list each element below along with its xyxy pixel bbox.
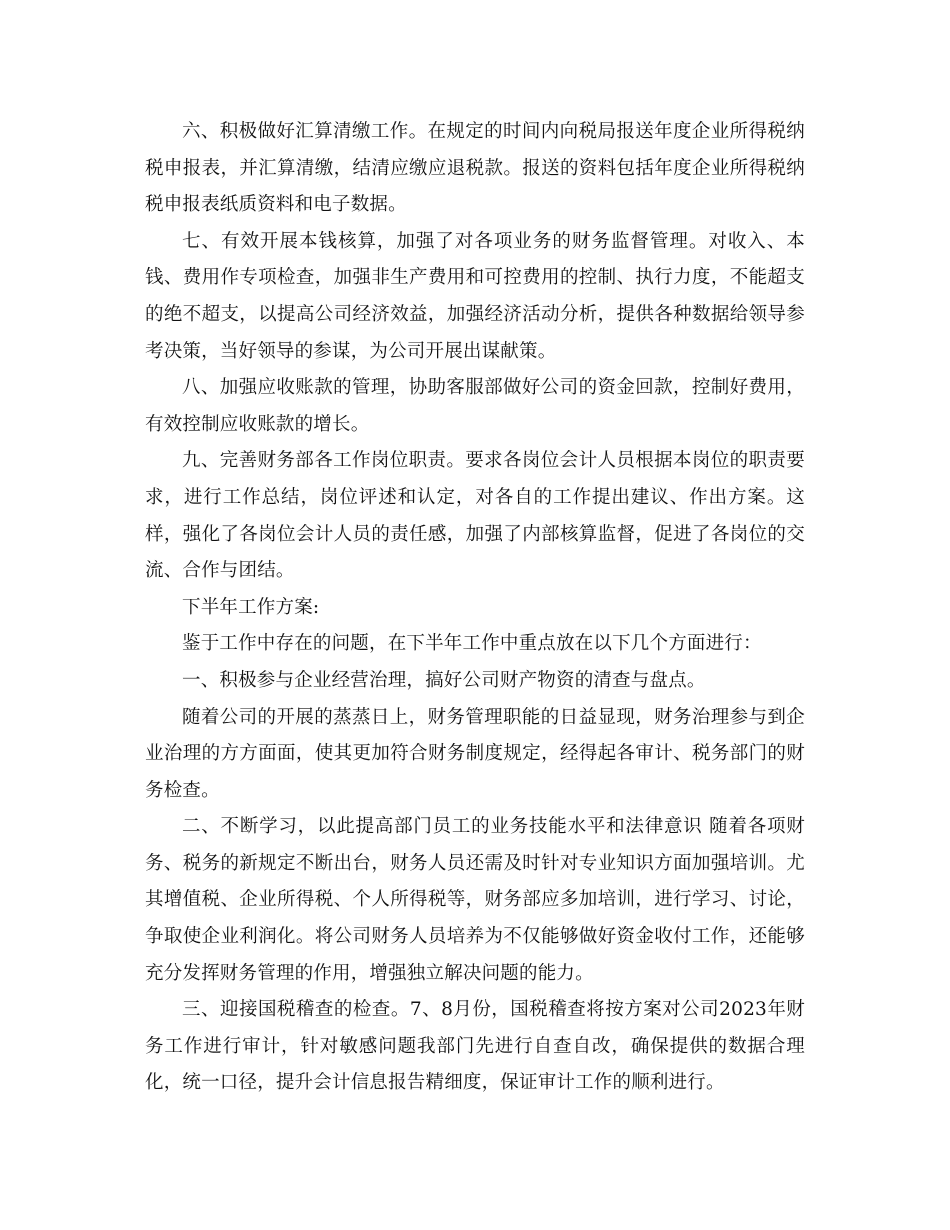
paragraph-nine-job-duties: 九、完善财务部各工作岗位职责。要求各岗位会计人员根据本岗位的职责要求，进行工作总结，岗位评述和认定，对各自的工作提出建议、作出方案。这样，强化了各岗位会计人员的责任感，加强了内部核算监督，促进了各岗位的交流、合作与团结。: [145, 450, 805, 582]
plan-item-one-body: 随着公司的开展的蒸蒸日上，财务管理职能的日益显现，财务治理参与到企业治理的方方面面，使其更加符合财务制度规定，经得起各审计、税务部门的财务检查。: [145, 706, 805, 801]
section-heading-second-half-plan: 下半年工作方案:: [182, 596, 320, 618]
plan-item-three-tax-audit: 三、迎接国税稽查的检查。7、8月份，国税稽查将按方案对公司2023年财务工作进行审计，针对敏感问题我部门先进行自查自改，确保提供的数据合理化，统一口径，提升会计信息报告精细度，保证审计工作的顺利进行。: [145, 999, 805, 1094]
plan-item-one-heading: 一、积极参与企业经营治理，搞好公司财产物资的清查与盘点。: [182, 669, 706, 691]
plan-item-two-training: 二、不断学习，以此提高部门员工的业务技能水平和法律意识 随着各项财务、税务的新规定不断出台，财务人员还需及时针对专业知识方面加强培训。尤其增值税、企业所得税、个人所得税等，财务部应多加培训，进行学习、讨论，争取使企业利润化。将公司财务人员培养为不仅能够做好资金收付工作，还能够充分发挥财务管理的作用，增强独立解决问题的能力。: [145, 816, 805, 984]
document-body: [145, 114, 805, 1102]
paragraph-plan-intro: 鉴于工作中存在的问题，在下半年工作中重点放在以下几个方面进行：: [182, 633, 762, 655]
paragraph-eight-receivables: 八、加强应收账款的管理，协助客服部做好公司的资金回款，控制好费用，有效控制应收账款的增长。: [145, 377, 805, 435]
paragraph-seven-cost-accounting: 七、有效开展本钱核算，加强了对各项业务的财务监督管理。对收入、本钱、费用作专项检查，加强非生产费用和可控费用的控制、执行力度，不能超支的绝不超支，以提高公司经济效益，加强经济活动分析，提供各种数据给领导参考决策，当好领导的参谋，为公司开展出谋献策。: [145, 230, 805, 362]
paragraph-six-tax-filing: 六、积极做好汇算清缴工作。在规定的时间内向税局报送年度企业所得税纳税申报表，并汇算清缴，结清应缴应退税款。报送的资料包括年度企业所得税纳税申报表纸质资料和电子数据。: [145, 121, 805, 216]
